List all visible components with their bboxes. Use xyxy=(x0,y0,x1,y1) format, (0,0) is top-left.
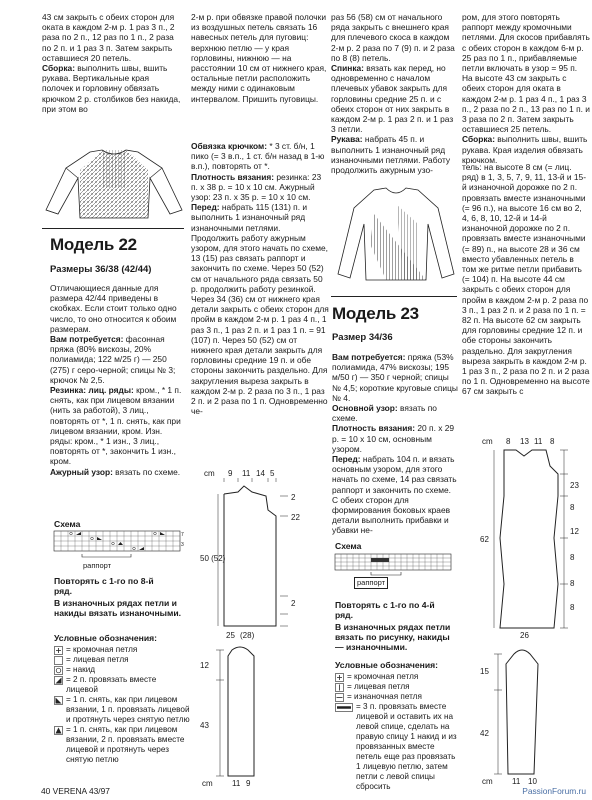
legend-item xyxy=(54,675,190,695)
model22-sleeve-cm: cm xyxy=(202,779,213,788)
paragraph-text: набрать 115 (131) п. и выполнить 1 изнаночный ряд изнаночными петлями. Продолжить работу ажурным узором, для этого начать по схеме, 13 (15) раз связать раппорт и закончить по схеме. Через 50 (52) см от начального ряда связать 50 р. продолжить работу резинкой. Через 34 (36) см от нижнего края детали закрыть с обеих сторон для пройм в каждом 2-м р. 1 раз 4 п., 1 раз 3 п., 1 раз 2 п. и 1 раз 1 п. = 91 (107) п. Через 50 (52) см от нижнего края детали закрыть для горловины средние 19 п. и обе стороны закончить раздельно. Для закругления выреза закрыть в каждом 2-м р. 2 раза по 3 п., 1 раз 2 п. и 2 раза по 1 п. Одновременно че- xyxy=(191,202,329,417)
box-symbol-icon xyxy=(54,656,63,665)
model22-sleeve-bottom-2: 9 xyxy=(246,779,251,788)
paragraph-text: набрать 104 п. и вязать основным узором, для этого начать по схеме, 14 раз связать раппорт и закончить по схеме. С обеих сторон для формирования боковых краев детали выполнить прибавки и убавки не- xyxy=(332,454,457,536)
model22-front-top-2: 11 xyxy=(242,469,251,478)
model22-front-pattern xyxy=(198,466,318,640)
model22-front-bottom-2: (28) xyxy=(240,631,255,640)
legend-text: = 2 п. провязать вместе лицевой xyxy=(66,675,157,694)
svg-text:3: 3 xyxy=(181,542,184,548)
page-footer: 40 VERENA 43/97 xyxy=(41,786,110,796)
paragraph xyxy=(191,12,329,104)
plus-symbol-icon xyxy=(335,673,344,682)
model23-front-top-3: 11 xyxy=(534,437,543,446)
svg-text:7: 7 xyxy=(181,532,184,538)
model22-sleeve-pattern xyxy=(198,640,298,788)
legend-text: = кромочная петля xyxy=(347,672,419,681)
paragraph-text: Отличающиеся данные для размера 42/44 приведены в скобках. Если стоит только одно число, то оно относится к обоим размерам. xyxy=(50,283,177,334)
paragraph-heading: Перед: xyxy=(191,202,220,213)
paragraph-text: резинка: 23 п. х 38 р. = 10 х 10 см. Ажурный узор: 23 п. х 35 р. = 10 х 10 см. xyxy=(191,171,322,203)
model23-front-right-6: 8 xyxy=(570,603,575,612)
paragraph xyxy=(462,12,590,134)
paragraph xyxy=(191,202,329,416)
paragraph xyxy=(42,63,182,114)
legend-item xyxy=(335,702,459,792)
model23-sleeve-cm: cm xyxy=(482,777,493,786)
paragraph-heading: Ажурный узор: xyxy=(50,466,113,477)
paragraph xyxy=(332,403,458,423)
model23-col3-text xyxy=(332,352,458,536)
model23-front-top-2: 13 xyxy=(520,437,529,446)
model22-schema-label: Схема xyxy=(54,519,81,529)
paragraph-heading: Резинка: лиц. ряды: xyxy=(50,385,134,396)
model23-front-left: 62 xyxy=(480,535,489,544)
model22-front-top-4: 5 xyxy=(270,469,275,478)
paragraph-heading: Спинка: xyxy=(331,63,364,74)
paragraph-heading: Вам потребуется: xyxy=(332,352,406,362)
paragraph-heading: Сборка: xyxy=(42,63,75,74)
paragraph xyxy=(42,12,182,63)
paragraph-text: фасонная пряжа (80% вискозы, 20% полиамида; 122 м/25 г) — 250 (275) г серо-черной; спицы № 3; крючок № 2,5. xyxy=(50,334,176,385)
paragraph-heading: Перед: xyxy=(332,454,361,465)
legend-text: = кромочная петля xyxy=(66,645,138,654)
paragraph-heading: Плотность вязания: xyxy=(332,423,416,434)
legend-item xyxy=(54,655,190,665)
model22-front-bottom-1: 25 xyxy=(226,631,235,640)
model23-sleeve-pattern xyxy=(478,640,578,786)
plus-symbol-icon xyxy=(54,646,63,655)
model23-front-cm-top: cm xyxy=(482,437,493,446)
model22-front-right-2: 22 xyxy=(291,513,300,522)
model23-purl-note: В изнаночных рядах петли вязать по рисунку, накиды — изнаночными. xyxy=(335,622,451,652)
model22-front-top-3: 14 xyxy=(256,469,265,478)
legend-text: = лицевая петля xyxy=(347,682,410,691)
paragraph-heading: Вам потребуется: xyxy=(50,334,124,345)
model22-legend xyxy=(54,645,190,765)
paragraph-text: пряжа (53% полиамида, 47% вискозы; 195 м/50 г) — 350 г черной; спицы № 4,5; короткие круговые спицы № 4. xyxy=(332,352,458,403)
paragraph xyxy=(332,454,458,536)
legend-text: = 1 п. снять, как при лицевом вязании, 1 п. провязать лицевой и протянуть через снятую петлю xyxy=(66,695,190,724)
model23-front-top-1: 8 xyxy=(506,437,511,446)
model23-schema-label: Схема xyxy=(335,541,362,551)
legend-item xyxy=(54,645,190,655)
paragraph-text: кром., * 1 п. снять, как при лицевом вязании (нить за работой), 3 лиц., повторять от *, 1 п. снять, как при лицевом вязании, кром. Изн. ряды: кром., * 1 изн., 3 лиц., повторять от *, закончить 1 изн., кром. xyxy=(50,385,182,467)
col1-top-text xyxy=(42,12,182,114)
model23-title: Модель 23 xyxy=(332,304,419,323)
model22-title: Модель 22 xyxy=(50,235,137,254)
paragraph-text: вязать по схеме. xyxy=(112,466,181,477)
model23-sleeve-left-2: 42 xyxy=(480,729,489,738)
model23-front-right-2: 8 xyxy=(570,503,575,512)
model23-front-right-1: 23 xyxy=(570,481,579,490)
paragraph xyxy=(50,385,183,467)
model22-repeat-note: Повторять с 1-го по 8-й ряд. xyxy=(54,576,154,596)
model23-front-right-3: 12 xyxy=(570,527,579,536)
paragraph xyxy=(332,423,458,454)
paragraph xyxy=(50,467,183,477)
model22-purl-note: В изнаночных рядах петли и накиды вязать изнаночными. xyxy=(54,598,182,618)
legend-text: = накид xyxy=(66,665,96,674)
up-symbol-icon xyxy=(54,726,63,735)
model23-cable-chart xyxy=(335,554,455,582)
model22-legend-title: Условные обозначения: xyxy=(54,633,157,643)
legend-text: = 3 п. провязать вместе лицевой и оставить их на левой спице, сделать на правую спицу 1 накид и из провязанных вместе петель еще раз провязать 1 лицевую петлю, затем петли с левой спицы сбросить xyxy=(356,702,457,791)
col2-top-text xyxy=(191,12,329,104)
paragraph-text: раз 56 (58) см от начального ряда закрыть с внешнего края для плечевого скоса в каждом 2-м р. 2 раза по 7 (9) п. и 2 раза по 8 (8) петель. xyxy=(331,12,455,63)
model23-sizes: Размер 34/36 xyxy=(332,332,393,343)
model23-repeat-note: Повторять с 1-го по 4-й ряд. xyxy=(335,600,435,620)
paragraph-text: 43 см закрыть с обеих сторон для оката в каждом 2-м р. 1 раз 3 п., 2 раза по 2 п., 12 раз по 1 п., 2 раза по 2 п. и 1 раз 3 п. Затем закрыть оставшиеся 20 петель. xyxy=(42,12,175,63)
paragraph xyxy=(191,172,329,203)
tri-symbol-icon xyxy=(54,676,63,685)
model23-front-top-4: 8 xyxy=(550,437,555,446)
legend-item xyxy=(335,692,459,702)
model22-sleeve-left-2: 43 xyxy=(200,721,209,730)
model22-front-left: 50 (52) xyxy=(200,554,226,563)
paragraph-text: выполнить швы, вшить рукава. Вертикальные края полочек и горловину обвязать крючком 2 р. столбиков без накида, при этом во xyxy=(42,63,181,114)
paragraph xyxy=(50,283,183,334)
model22-sleeve-left-1: 12 xyxy=(200,661,209,670)
model23-front-bottom: 26 xyxy=(520,631,529,640)
dash-symbol-icon xyxy=(335,693,344,702)
paragraph-heading: Рукава: xyxy=(331,134,363,145)
left-symbol-icon xyxy=(54,696,63,705)
model23-legend-title: Условные обозначения: xyxy=(335,660,438,670)
paragraph-text: 2-м р. при обвязке правой полочки из воздушных петель связать 16 навесных петель для пуговиц: верхнюю петлю — у края горловины, нижнюю — на расстоянии 10 см от нижнего края, остальные петли расположить между ними с одинаковым интервалом. Пришить пуговицы. xyxy=(191,12,327,104)
model22-lace-chart xyxy=(54,531,184,561)
circle-symbol-icon xyxy=(54,666,63,675)
paragraph-text: ром, для этого повторять раппорт между кромочными петлями. Для скосов прибавлять с обеих сторон в каждом 6-м р. 25 раз по 1 п., прибавляемые петли включать в узор = 95 п. На высоте 43 см закрыть с обеих сторон для оката в каждом 2-м р. 1 раз 4 п., 1 раз 3 п., 2 раза по 2 п., 13 раз по 1 п. и 3 раза по 2 п. Затем закрыть оставшиеся 25 петель. xyxy=(462,12,590,135)
legend-item xyxy=(335,672,459,682)
col3-top-text xyxy=(331,12,457,175)
legend-item xyxy=(54,725,190,765)
paragraph xyxy=(331,12,457,63)
legend-text: = изнаночная петля xyxy=(347,692,422,701)
cable-symbol-icon xyxy=(335,703,353,712)
paragraph-text: вязать как перед, но одновременно с началом плечевых убавок закрыть для горловины средние 25 п. и с обеих сторон от них закрыть в каждом 2-м р. 1 раз 2 п. и 1 раз 3 петли. xyxy=(331,63,454,135)
legend-item xyxy=(335,682,459,692)
watermark: PassionForum.ru xyxy=(522,786,586,796)
model22-front-right-3: 2 xyxy=(291,599,296,608)
paragraph xyxy=(332,352,458,403)
model22-col2-text xyxy=(191,141,329,416)
model23-sleeve-bottom-1: 11 xyxy=(512,777,521,786)
paragraph-text: выполнить швы, вшить рукава. Края изделия обвязать крючком. xyxy=(462,134,588,165)
col4-top-text xyxy=(462,12,590,165)
paragraph xyxy=(331,134,457,175)
paragraph-heading: Обвязка крючком: xyxy=(191,141,268,151)
model22-front-right-1: 2 xyxy=(291,493,296,502)
model22-repeat-label: раппорт xyxy=(83,561,112,570)
model22-col1-text xyxy=(50,283,183,477)
paragraph xyxy=(50,334,183,385)
paragraph-text: вязать по схеме. xyxy=(332,403,437,424)
model23-legend xyxy=(335,672,459,792)
model23-sleeve-bottom-2: 10 xyxy=(528,777,537,786)
model23-front-pattern xyxy=(478,434,590,640)
model22-sleeve-bottom-1: 11 xyxy=(232,779,241,788)
paragraph-heading: Плотность вязания: xyxy=(191,171,275,182)
legend-text: = 1 п. снять, как при лицевом вязании, 2 п. провязать вместе лицевой и протянуть через снятую петлю xyxy=(66,725,185,764)
model22-sweater-illustration xyxy=(42,148,186,220)
paragraph-text: тель: на высоте 8 см (= лиц. ряд) в 1, 3, 5, 7, 9, 11, 13-й и 15-й изнаночной дорожке по 2 п. провязать вместе изнаночными (= 96 п.), на высоте 16 см во 2, 4, 6, 8, 10, 12-й и 14-й изнаночной дорожке по 2 п. провязать вместе изнаночными (= 89) п., на высоте 28 и 36 см вместо убавленных петель в том же ритме петли прибавить (= 104) п. На высоте 44 см закрыть с обеих сторон для пройм в каждом 2-м р. 2 раза по 3 п., 1 раз 2 п. и 2 раза по 1 п. = 82 п. На высоте 62 см закрыть для горловины средние 12 п. и обе стороны закончить раздельно. Для закругления выреза закрыть в каждом 2-м р. 1 раз 3 п., 2 раза по 2 п. и 2 раза по 1 п. Одновременно на высоте 67 см закрыть с xyxy=(462,162,590,397)
bar-symbol-icon xyxy=(335,683,344,692)
model22-front-cm-top: cm xyxy=(204,469,215,478)
paragraph xyxy=(462,162,590,397)
model23-repeat-label: раппорт xyxy=(354,577,388,589)
paragraph-heading: Сборка: xyxy=(462,134,495,145)
paragraph-text: 20 п. х 29 р. = 10 х 10 см, основным узором. xyxy=(332,423,455,454)
model22-front-top-1: 9 xyxy=(228,469,233,478)
legend-item xyxy=(54,695,190,725)
legend-text: = лицевая петля xyxy=(66,655,129,664)
paragraph-text: набрать 45 п. и выполнить 1 изнаночный ряд изнаночными петлями. Работу продолжить ажурным узо- xyxy=(331,134,451,176)
model23-col4-text xyxy=(462,162,590,397)
legend-item xyxy=(54,665,190,675)
model23-sweater-illustration xyxy=(334,184,458,284)
model23-sleeve-left-1: 15 xyxy=(480,667,489,676)
model22-sizes: Размеры 36/38 (42/44) xyxy=(50,264,152,275)
paragraph xyxy=(191,141,329,172)
model23-front-right-5: 8 xyxy=(570,579,575,588)
paragraph xyxy=(462,134,590,165)
paragraph xyxy=(331,63,457,134)
paragraph-heading: Основной узор: xyxy=(332,403,398,414)
paragraph-text: * 3 ст. б/н, 1 пико (= 3 в.п., 1 ст. б/н назад в 1-ю в.п.), повторять от *. xyxy=(191,141,325,172)
model23-front-right-4: 8 xyxy=(570,553,575,562)
